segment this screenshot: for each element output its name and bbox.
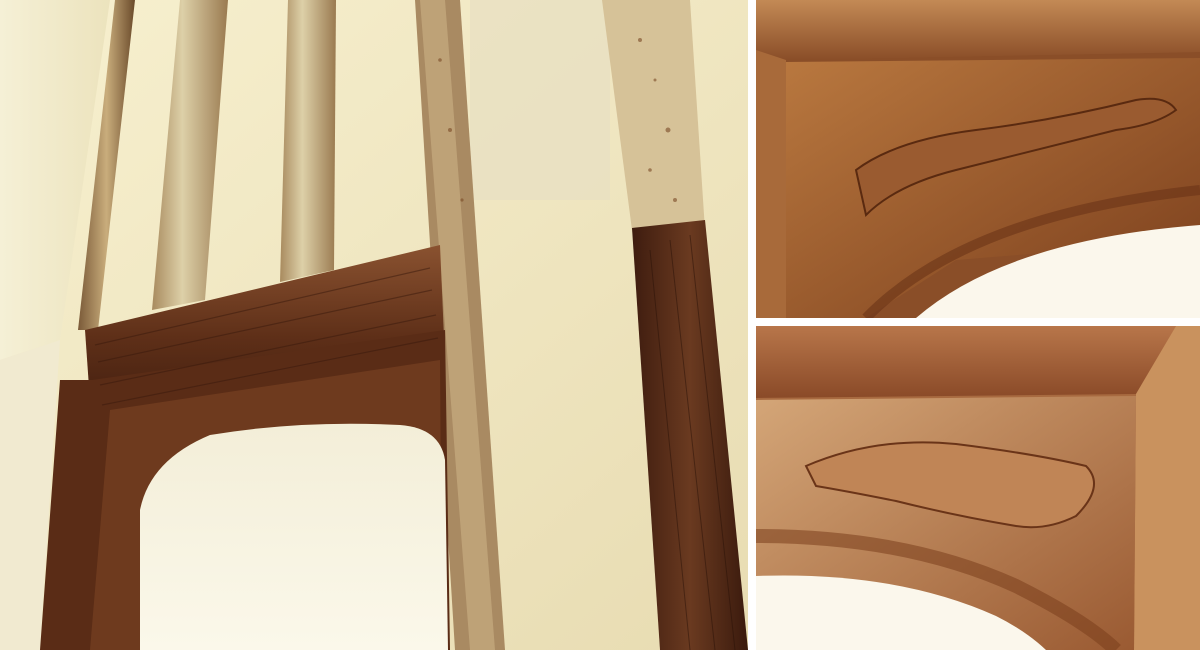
top-beam: [756, 326, 1176, 398]
spandrel-bottom-svg: [756, 326, 1200, 650]
door-opening: [140, 424, 448, 650]
top-beam: [756, 0, 1200, 60]
spandrel-top-svg: [756, 0, 1200, 318]
carved-spandrel-closeup-top: [756, 0, 1200, 318]
carved-spandrel-closeup-bottom: [756, 326, 1200, 650]
plaster-patch: [470, 0, 610, 200]
left-frame: [756, 50, 786, 318]
stud-2: [280, 0, 336, 282]
